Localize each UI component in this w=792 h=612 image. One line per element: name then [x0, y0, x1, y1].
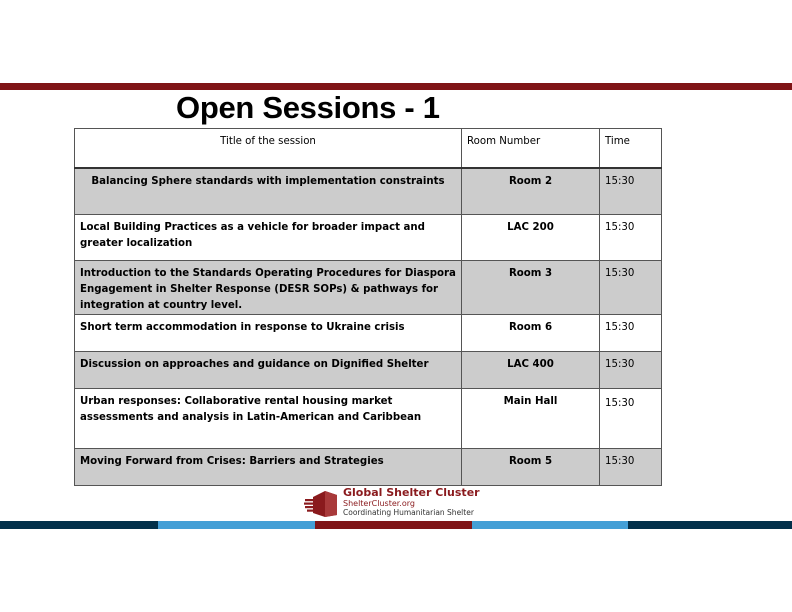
top-accent-bar: [0, 83, 792, 90]
session-time: 15:30: [600, 260, 662, 314]
table-row: [75, 314, 662, 351]
bottom-accent-bar: [0, 521, 792, 529]
bottom-bar-segment-blue: [158, 521, 315, 529]
bottom-bar-segment-red: [315, 521, 472, 529]
table-row: [75, 214, 662, 260]
table-header-row: [75, 129, 662, 169]
session-title: Local Building Practices as a vehicle for broader impact and greater localization: [75, 214, 462, 260]
house-hand-icon: [303, 487, 339, 519]
session-room: Room 6: [462, 314, 600, 351]
session-time: 15:30: [600, 388, 662, 448]
session-room: LAC 200: [462, 214, 600, 260]
bottom-bar-segment-navy: [628, 521, 792, 529]
sessions-table: [74, 128, 662, 486]
page-title: Open Sessions - 1: [176, 90, 440, 125]
header-room: Room Number: [462, 129, 600, 169]
session-title: Urban responses: Collaborative rental housing market assessments and analysis in Latin-American and Caribbean: [75, 388, 462, 448]
table-row: [75, 388, 662, 448]
session-title: Short term accommodation in response to Ukraine crisis: [75, 314, 462, 351]
session-room: Room 5: [462, 448, 600, 485]
table-row: [75, 448, 662, 485]
bottom-bar-segment-blue: [472, 521, 628, 529]
session-title: Introduction to the Standards Operating Procedures for Diaspora Engagement in Shelter Response (DESR SOPs) & pathways for integration at country level.: [75, 260, 462, 314]
session-room: Room 3: [462, 260, 600, 314]
global-shelter-cluster-logo: [303, 487, 493, 519]
session-time: 15:30: [600, 214, 662, 260]
logo-name: Global Shelter Cluster: [343, 486, 480, 499]
table-row: [75, 260, 662, 314]
session-room: Room 2: [462, 168, 600, 214]
session-room: LAC 400: [462, 351, 600, 388]
header-title: Title of the session: [75, 129, 462, 169]
session-time: 15:30: [600, 448, 662, 485]
table-row: [75, 351, 662, 388]
session-title: Moving Forward from Crises: Barriers and Strategies: [75, 448, 462, 485]
session-time: 15:30: [600, 351, 662, 388]
logo-url: ShelterCluster.org: [343, 499, 415, 508]
session-title: Discussion on approaches and guidance on Dignified Shelter: [75, 351, 462, 388]
session-room: Main Hall: [462, 388, 600, 448]
session-time: 15:30: [600, 168, 662, 214]
header-time: Time: [600, 129, 662, 169]
bottom-bar-segment-navy: [0, 521, 158, 529]
logo-tagline: Coordinating Humanitarian Shelter: [343, 508, 474, 517]
session-time: 15:30: [600, 314, 662, 351]
table-row: [75, 168, 662, 214]
session-title: Balancing Sphere standards with implementation constraints: [75, 168, 462, 214]
